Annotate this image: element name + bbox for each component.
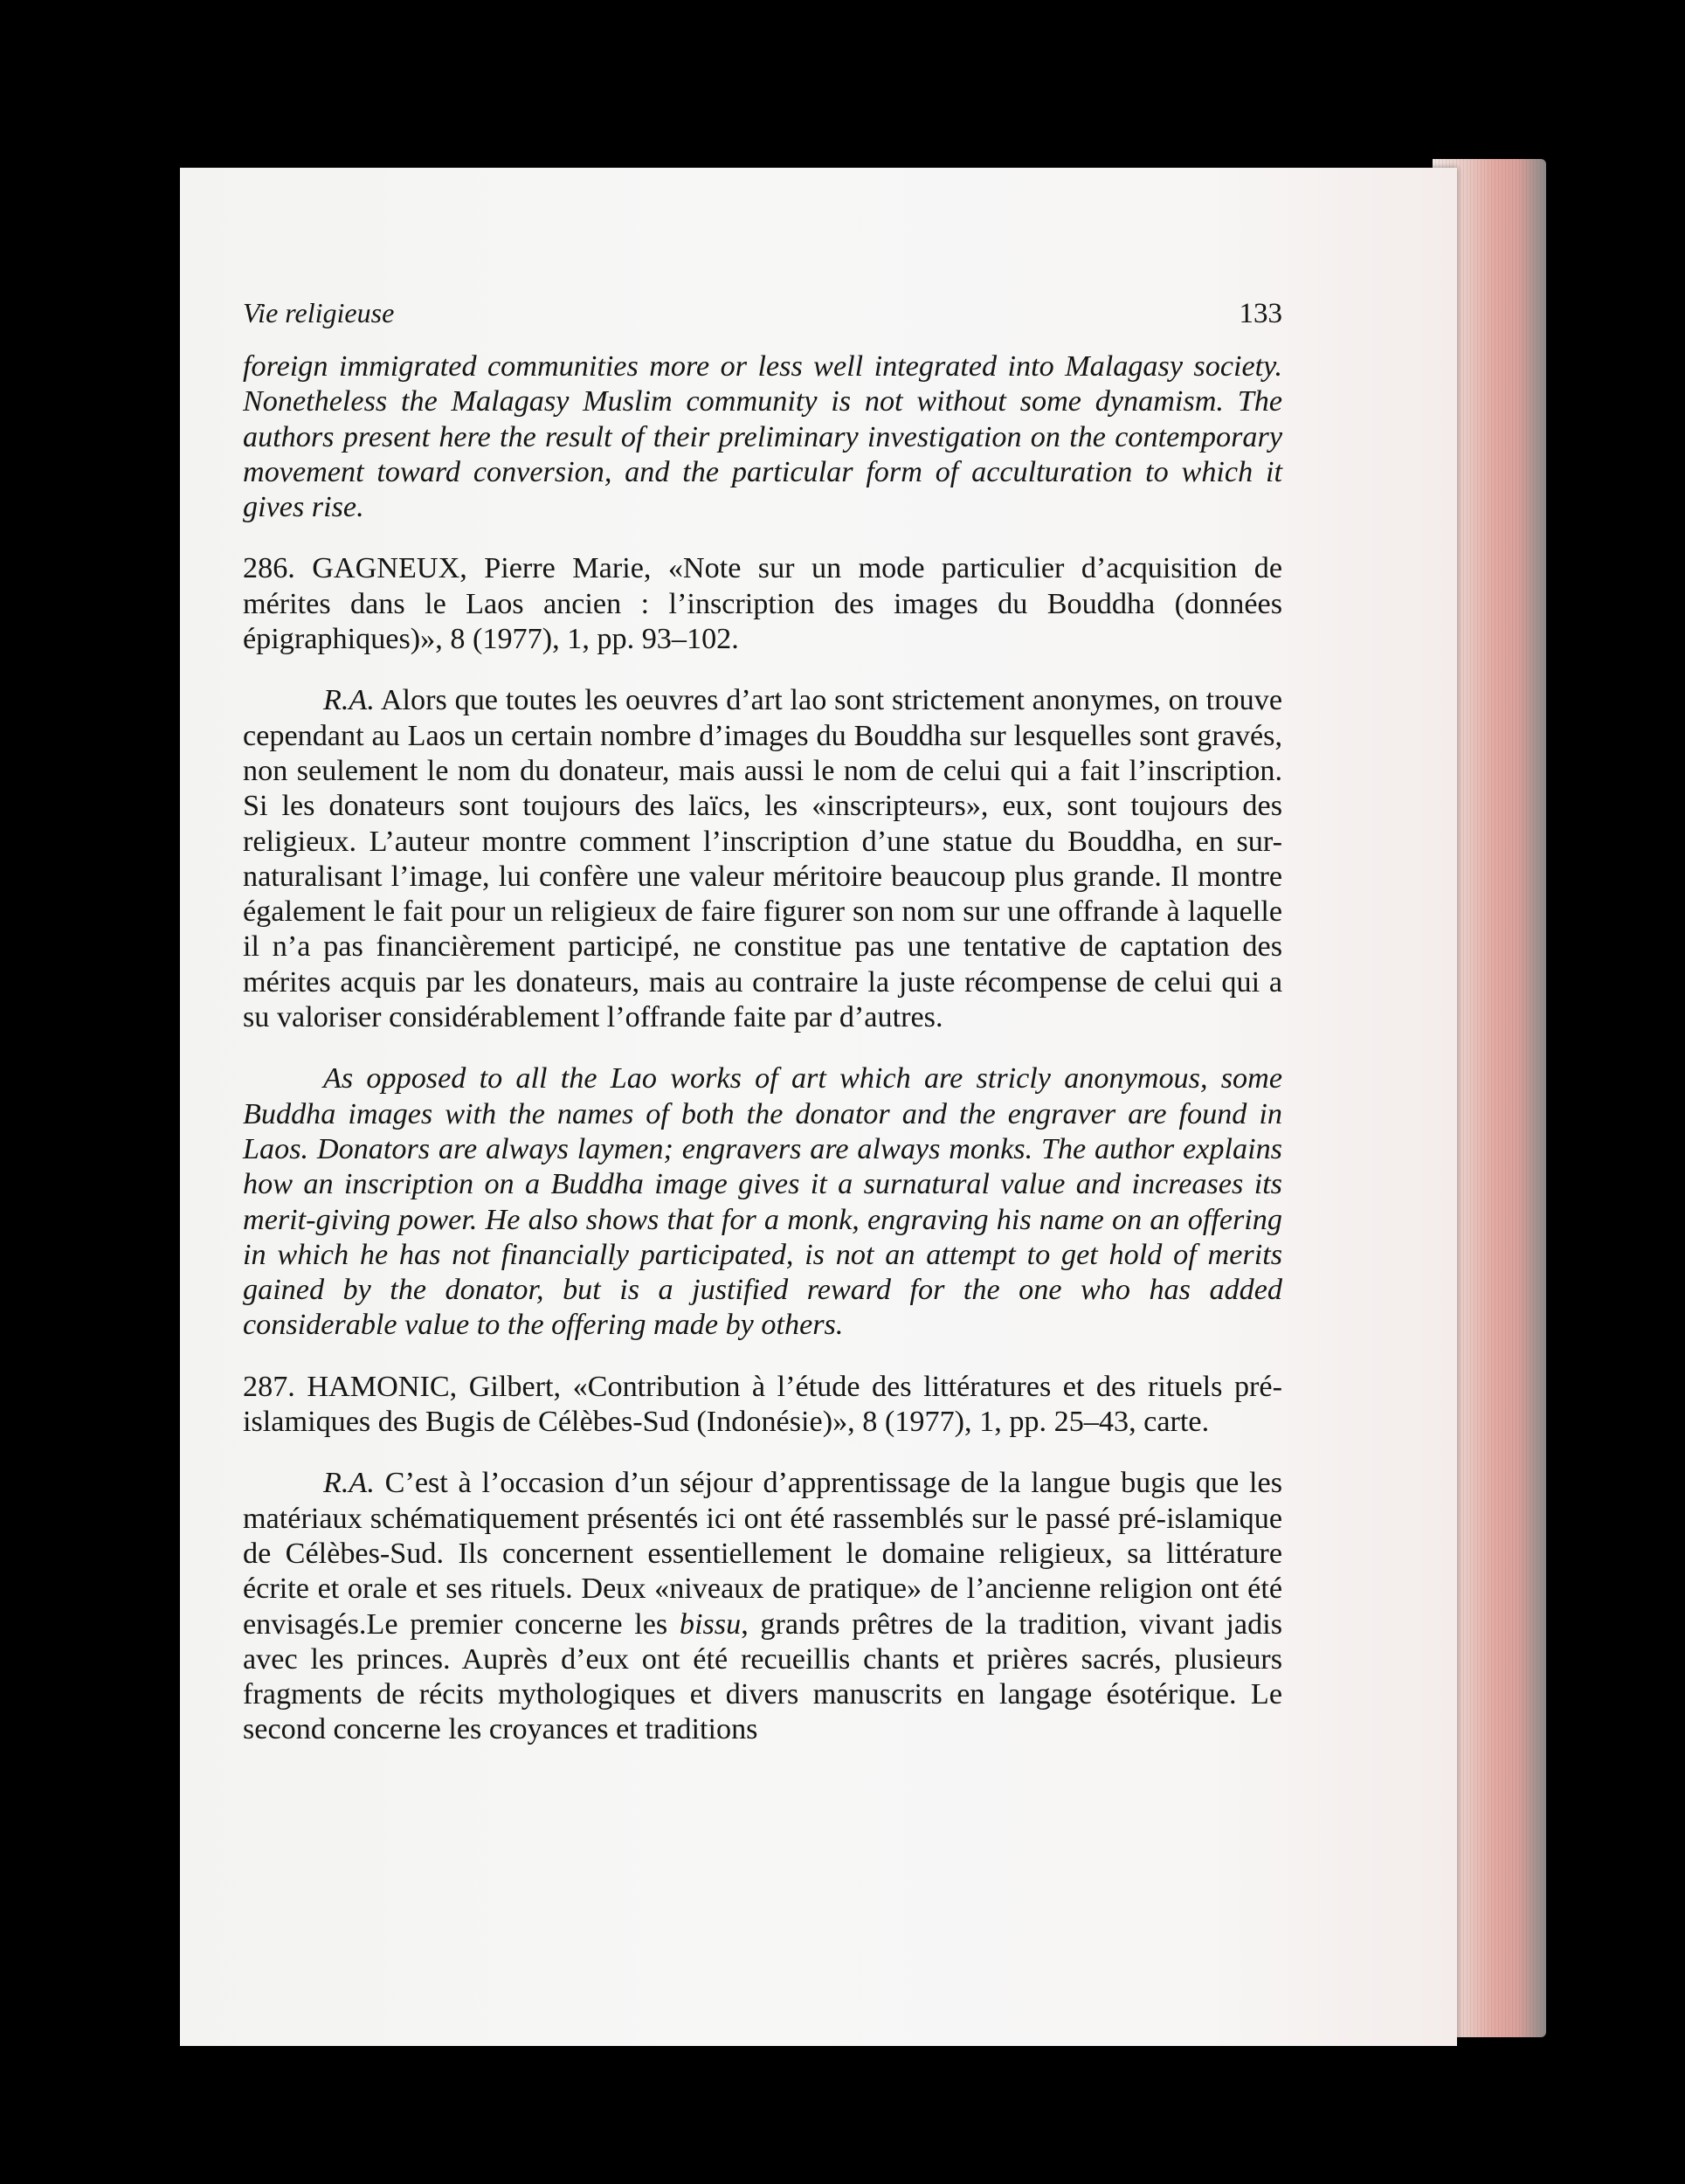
abstract-continuation: foreign immigrated communities more or less well integrated into Malagasy society. Nonetheless the Malagasy Muslim community is not without some dynamism. The authors present here the result of their preliminary investigation on the contemporary movement toward conversion, and the particular form of acculturation to which it gives rise. — [243, 350, 1282, 524]
entry-287-resume-text-b: , grands prêtres de la tradition, vivant jadis avec les princes. Auprès d’eux ont été recueillis chants et prières sacrés, plusieurs fragments de récits mythologiques et divers manuscrits en langage ésotérique. Le second concerne les croyances et traditions — [243, 1607, 1282, 1746]
entry-286-citation: 286. GAGNEUX, Pierre Marie, «Note sur un mode particulier d’acquisition de mérites dans le Laos ancien : l’inscription des images du Bouddha (données épigraphiques)», 8 (1977), 1, pp. 93–102. — [243, 552, 1282, 656]
entry-287-resume — [243, 1466, 1282, 1747]
term-bissu: bissu — [679, 1607, 742, 1641]
resume-label: R.A. — [323, 1467, 375, 1500]
book-page — [180, 168, 1457, 2046]
entry-287-citation: 287. HAMONIC, Gilbert, «Contribution à l’étude des littératures et des rituels pré-islamiques des Bugis de Célèbes-Sud (Indonésie)», 8 (1977), 1, pp. 25–43, carte. — [243, 1370, 1282, 1439]
page-number: 133 — [1239, 298, 1282, 329]
entry-286-resume-text: Alors que toutes les oeuvres d’art lao sont strictement anonymes, on trouve cependant au Laos un certain nombre d’images du Bouddha sur lesquelles sont gravés, non seulement le nom du donateur, mais aussi le nom de celui qui a fait l’inscription. Si les donateurs sont toujours des laïcs, les «inscripteurs», eux, sont toujours des religieux. L’auteur montre comment l’inscription d’une statue du Bouddha, en sur-naturalisant l’image, lui confère une valeur méritoire beaucoup plus grande. Il montre également le fait pour un religieux de faire figurer son nom sur une offrande à laquelle il n’a pas financièrement participé, ne constitue pas une tentative de captation des mérites acquis par les donateurs, mais au contraire la juste récompense de celui qui a su valoriser considérablement l’offrande faite par d’autres. — [243, 684, 1282, 1034]
page-content — [243, 295, 1282, 1748]
running-title: Vie religieuse — [243, 297, 395, 328]
entry-286-abstract-english: As opposed to all the Lao works of art which are stricly anonymous, some Buddha images with the names of both the donator and the engraver are found in Laos. Donators are always laymen; engravers are always monks. The author explains how an inscription on a Buddha image gives it a surnatural value and increases its merit-giving power. He also shows that for a monk, engraving his name on an offering in which he has not financially participated, is not an attempt to get hold of merits gained by the donator, but is a justified reward for the one who has added considerable value to the offering made by others. — [243, 1062, 1282, 1342]
entry-287-resume-text-a: C’est à l’occasion d’un séjour d’apprentissage de la langue bugis que les matériaux schématiquement présentés ici ont été rassemblés sur le passé pré-islamique de Célèbes-Sud. Ils concernent essentiellement le domaine religieux, sa littérature écrite et orale et ses rituels. Deux «niveaux de pratique» de l’ancienne religion ont été envisagés.Le premier concerne les — [243, 1467, 1283, 1641]
entry-286-resume — [243, 683, 1282, 1035]
resume-label: R.A. — [323, 684, 375, 717]
running-header — [243, 295, 1282, 330]
